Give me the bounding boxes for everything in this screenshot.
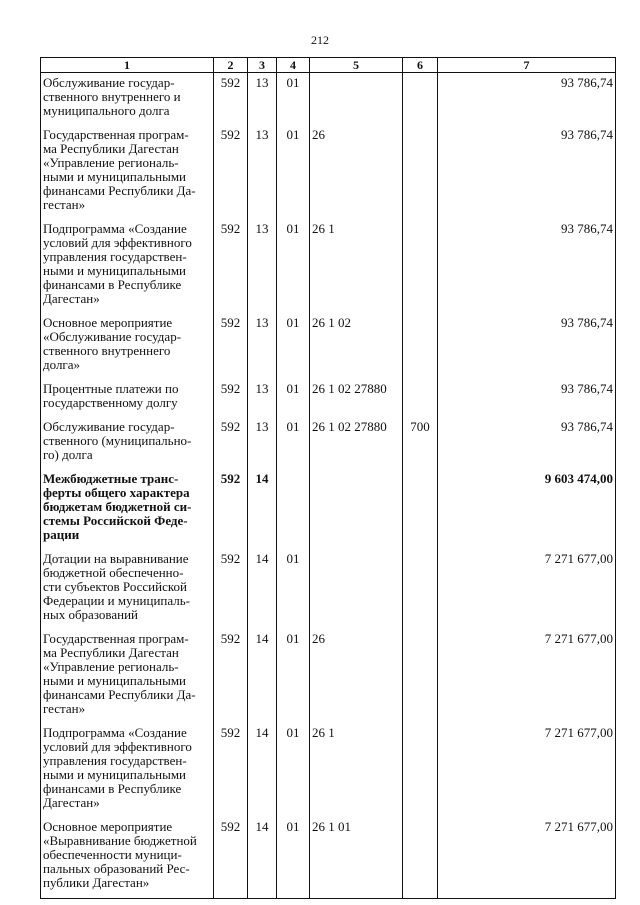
row-expense-type	[403, 73, 438, 127]
row-section-code: 13	[248, 418, 277, 470]
row-subsection-code: 01	[277, 818, 310, 899]
row-expense-type	[403, 314, 438, 380]
row-name: Подпрограмма «Создание условий для эффективного управления государствен- ными и муниципальными финансами в Республике Дагестан»	[41, 220, 214, 314]
row-amount: 93 786,74	[438, 73, 616, 127]
row-ministry-code: 592	[214, 314, 248, 380]
row-program-code: 26 1 02 27880	[310, 380, 403, 418]
row-ministry-code: 592	[214, 380, 248, 418]
row-name: Государственная програм- ма Республики Дагестан «Управление региональ- ными и муниципальными финансами Республики Да- гестан»	[41, 126, 214, 220]
row-subsection-code: 01	[277, 550, 310, 630]
page-number: 212	[311, 33, 329, 47]
row-ministry-code: 592	[214, 73, 248, 127]
row-amount: 93 786,74	[438, 220, 616, 314]
row-name: Дотации на выравнивание бюджетной обеспеченно- сти субъектов Российской Федерации и муниципаль- ных образований	[41, 550, 214, 630]
row-name: Основное мероприятие «Выравнивание бюджетной обеспеченности муници- пальных образований Рес- публики Дагестан»	[41, 818, 214, 899]
row-ministry-code: 592	[214, 630, 248, 724]
row-expense-type	[403, 470, 438, 550]
row-subsection-code: 01	[277, 380, 310, 418]
row-program-code: 26 1	[310, 220, 403, 314]
header-col-2: 2	[214, 58, 248, 73]
row-amount: 9 603 474,00	[438, 470, 616, 550]
row-section-code: 13	[248, 73, 277, 127]
row-section-code: 14	[248, 724, 277, 818]
row-amount: 93 786,74	[438, 126, 616, 220]
row-section-code: 14	[248, 550, 277, 630]
table-row	[41, 126, 616, 220]
header-col-1: 1	[41, 58, 214, 73]
row-program-code: 26	[310, 126, 403, 220]
row-subsection-code: 01	[277, 418, 310, 470]
table-row	[41, 220, 616, 314]
row-ministry-code: 592	[214, 818, 248, 899]
row-amount: 7 271 677,00	[438, 630, 616, 724]
row-name: Подпрограмма «Создание условий для эффективного управления государствен- ными и муниципальными финансами в Республике Дагестан»	[41, 724, 214, 818]
row-subsection-code: 01	[277, 126, 310, 220]
header-col-4: 4	[277, 58, 310, 73]
table-row	[41, 380, 616, 418]
header-col-7: 7	[438, 58, 616, 73]
row-expense-type	[403, 630, 438, 724]
row-expense-type	[403, 380, 438, 418]
row-program-code	[310, 550, 403, 630]
table-row	[41, 724, 616, 818]
row-ministry-code: 592	[214, 724, 248, 818]
row-amount: 7 271 677,00	[438, 550, 616, 630]
row-subsection-code: 01	[277, 630, 310, 724]
row-section-code: 13	[248, 126, 277, 220]
table-row	[41, 550, 616, 630]
row-program-code: 26 1 02 27880	[310, 418, 403, 470]
header-col-3: 3	[248, 58, 277, 73]
table-row	[41, 818, 616, 899]
row-amount: 7 271 677,00	[438, 724, 616, 818]
row-name: Обслуживание государ- ственного внутреннего и муниципального долга	[41, 73, 214, 127]
row-program-code: 26 1 02	[310, 314, 403, 380]
row-ministry-code: 592	[214, 470, 248, 550]
row-section-code: 13	[248, 220, 277, 314]
table-row	[41, 314, 616, 380]
row-program-code: 26 1	[310, 724, 403, 818]
row-subsection-code: 01	[277, 73, 310, 127]
budget-table	[40, 57, 616, 899]
row-ministry-code: 592	[214, 418, 248, 470]
row-section-code: 14	[248, 470, 277, 550]
row-subsection-code: 01	[277, 724, 310, 818]
header-col-6: 6	[403, 58, 438, 73]
header-col-5: 5	[310, 58, 403, 73]
row-amount: 93 786,74	[438, 418, 616, 470]
row-subsection-code: 01	[277, 220, 310, 314]
row-ministry-code: 592	[214, 550, 248, 630]
row-amount: 93 786,74	[438, 380, 616, 418]
row-section-code: 14	[248, 630, 277, 724]
table-row	[41, 418, 616, 470]
table-row	[41, 470, 616, 550]
row-section-code: 13	[248, 314, 277, 380]
row-program-code	[310, 470, 403, 550]
row-section-code: 14	[248, 818, 277, 899]
row-subsection-code: 01	[277, 314, 310, 380]
row-amount: 7 271 677,00	[438, 818, 616, 899]
row-subsection-code	[277, 470, 310, 550]
row-program-code	[310, 73, 403, 127]
table-row	[41, 630, 616, 724]
table-body	[41, 73, 616, 899]
row-expense-type: 700	[403, 418, 438, 470]
row-ministry-code: 592	[214, 126, 248, 220]
row-name: Межбюджетные транс- ферты общего характера бюджетам бюджетной си- стемы Российской Феде- рации	[41, 470, 214, 550]
row-program-code: 26 1 01	[310, 818, 403, 899]
row-ministry-code: 592	[214, 220, 248, 314]
row-expense-type	[403, 724, 438, 818]
row-name: Процентные платежи по государственному долгу	[41, 380, 214, 418]
row-amount: 93 786,74	[438, 314, 616, 380]
row-name: Обслуживание государ- ственного (муниципально- го) долга	[41, 418, 214, 470]
table-row	[41, 73, 616, 127]
row-expense-type	[403, 220, 438, 314]
row-expense-type	[403, 818, 438, 899]
row-section-code: 13	[248, 380, 277, 418]
row-expense-type	[403, 126, 438, 220]
row-name: Государственная програм- ма Республики Дагестан «Управление региональ- ными и муниципальными финансами Республики Да- гестан»	[41, 630, 214, 724]
row-expense-type	[403, 550, 438, 630]
row-program-code: 26	[310, 630, 403, 724]
header-row	[41, 58, 616, 73]
row-name: Основное мероприятие «Обслуживание государ- ственного внутреннего долга»	[41, 314, 214, 380]
